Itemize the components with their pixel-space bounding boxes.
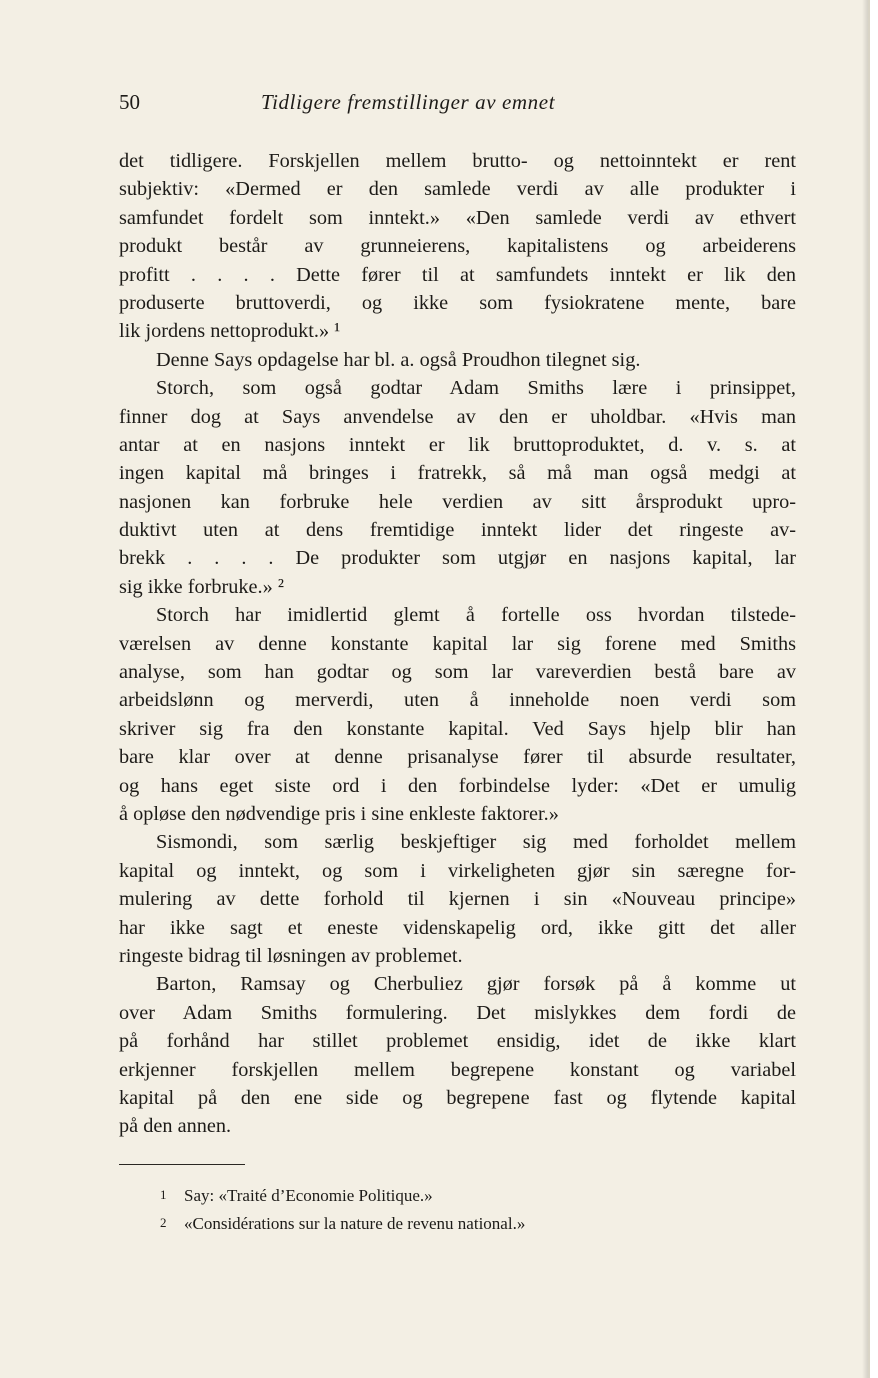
body-text [119,147,796,1141]
text-line: Storch har imidlertid glemt å fortelle oss hvordan tilstede- [156,604,796,627]
text-line: skriver sig fra den konstante kapital. Ved Says hjelp blir han [119,717,796,740]
text-line: Sismondi, som særlig beskjeftiger sig med forholdet mellem [156,831,796,854]
running-head [119,90,799,118]
text-line: har ikke sagt et eneste videnskapelig ord, ikke gitt det aller [119,916,796,939]
text-line: finner dog at Says anvendelse av den er uholdbar. «Hvis man [119,405,796,428]
text-line: lik jordens nettoprodukt.» ¹ [119,320,341,343]
text-line: Denne Says opdagelse har bl. a. også Proudhon tilegnet sig. [156,348,641,371]
text-line: produkt består av grunneierens, kapitalistens og arbeiderens [119,235,796,258]
text-line: å opløse den nødvendige pris i sine enkleste faktorer.» [119,802,559,825]
footnote [160,1181,760,1209]
text-line: profitt . . . . Dette fører til at samfundets inntekt er lik den [119,263,796,286]
text-line: samfundet fordelt som inntekt.» «Den samlede verdi av ethvert [119,206,796,229]
footnotes [160,1181,760,1237]
text-line: på den annen. [119,1115,232,1138]
footnote-text: Say: «Traité d’Economie Politique.» [184,1186,433,1205]
page-edge-shadow [862,0,868,1378]
text-line: antar at en nasjons inntekt er lik bruttoproduktet, d. v. s. at [119,433,796,456]
footnote [160,1209,760,1237]
text-line: nasjonen kan forbruke hele verdien av sitt årsprodukt upro- [119,490,796,513]
text-line: Storch, som også godtar Adam Smiths lære i prinsippet, [156,377,796,400]
text-line: duktivt uten at dens fremtidige inntekt lider det ringeste av- [119,519,796,542]
text-line: mulering av dette forhold til kjernen i sin «Nouveau principe» [119,888,796,911]
text-line: kapital på den ene side og begrepene fast og flytende kapital [119,1086,796,1109]
text-line: på forhånd har stillet problemet ensidig, idet de ikke klart [119,1030,796,1053]
text-line: kapital og inntekt, og som i virkeligheten gjør sin særegne for- [119,859,796,882]
running-title: Tidligere fremstillinger av emnet [261,90,556,114]
footnote-marker: 1 [160,1187,167,1202]
text-line: erkjenner forskjellen mellem begrepene konstant og variabel [119,1058,796,1081]
text-line: subjektiv: «Dermed er den samlede verdi av alle produkter i [119,178,796,201]
text-line: arbeidslønn og merverdi, uten å inneholde noen verdi som [119,689,796,712]
footnote-text: «Considérations sur la nature de revenu national.» [184,1214,526,1233]
footnote-divider [119,1164,245,1165]
text-line: Barton, Ramsay og Cherbuliez gjør forsøk på å komme ut [156,973,796,996]
text-line: produserte bruttoverdi, og ikke som fysiokratene mente, bare [119,291,796,314]
text-line: og hans eget siste ord i den forbindelse lyder: «Det er umulig [119,774,796,797]
text-line: bare klar over at denne prisanalyse fører til absurde resultater, [119,746,796,769]
text-line: brekk . . . . De produkter som utgjør en nasjons kapital, lar [119,547,796,570]
text-line: ingen kapital må bringes i fratrekk, så må man også medgi at [119,462,796,485]
text-line: værelsen av denne konstante kapital lar sig forene med Smiths [119,632,796,655]
text-line: analyse, som han godtar og som lar vareverdien bestå bare av [119,661,796,684]
text-line: sig ikke forbruke.» ² [119,575,284,598]
text-line: ringeste bidrag til løsningen av problemet. [119,944,463,967]
text-line: over Adam Smiths formulering. Det mislykkes dem fordi de [119,1001,796,1024]
text-line: det tidligere. Forskjellen mellem brutto- og nettoinntekt er rent [119,150,796,172]
page-number: 50 [119,90,140,114]
footnote-marker: 2 [160,1215,167,1230]
